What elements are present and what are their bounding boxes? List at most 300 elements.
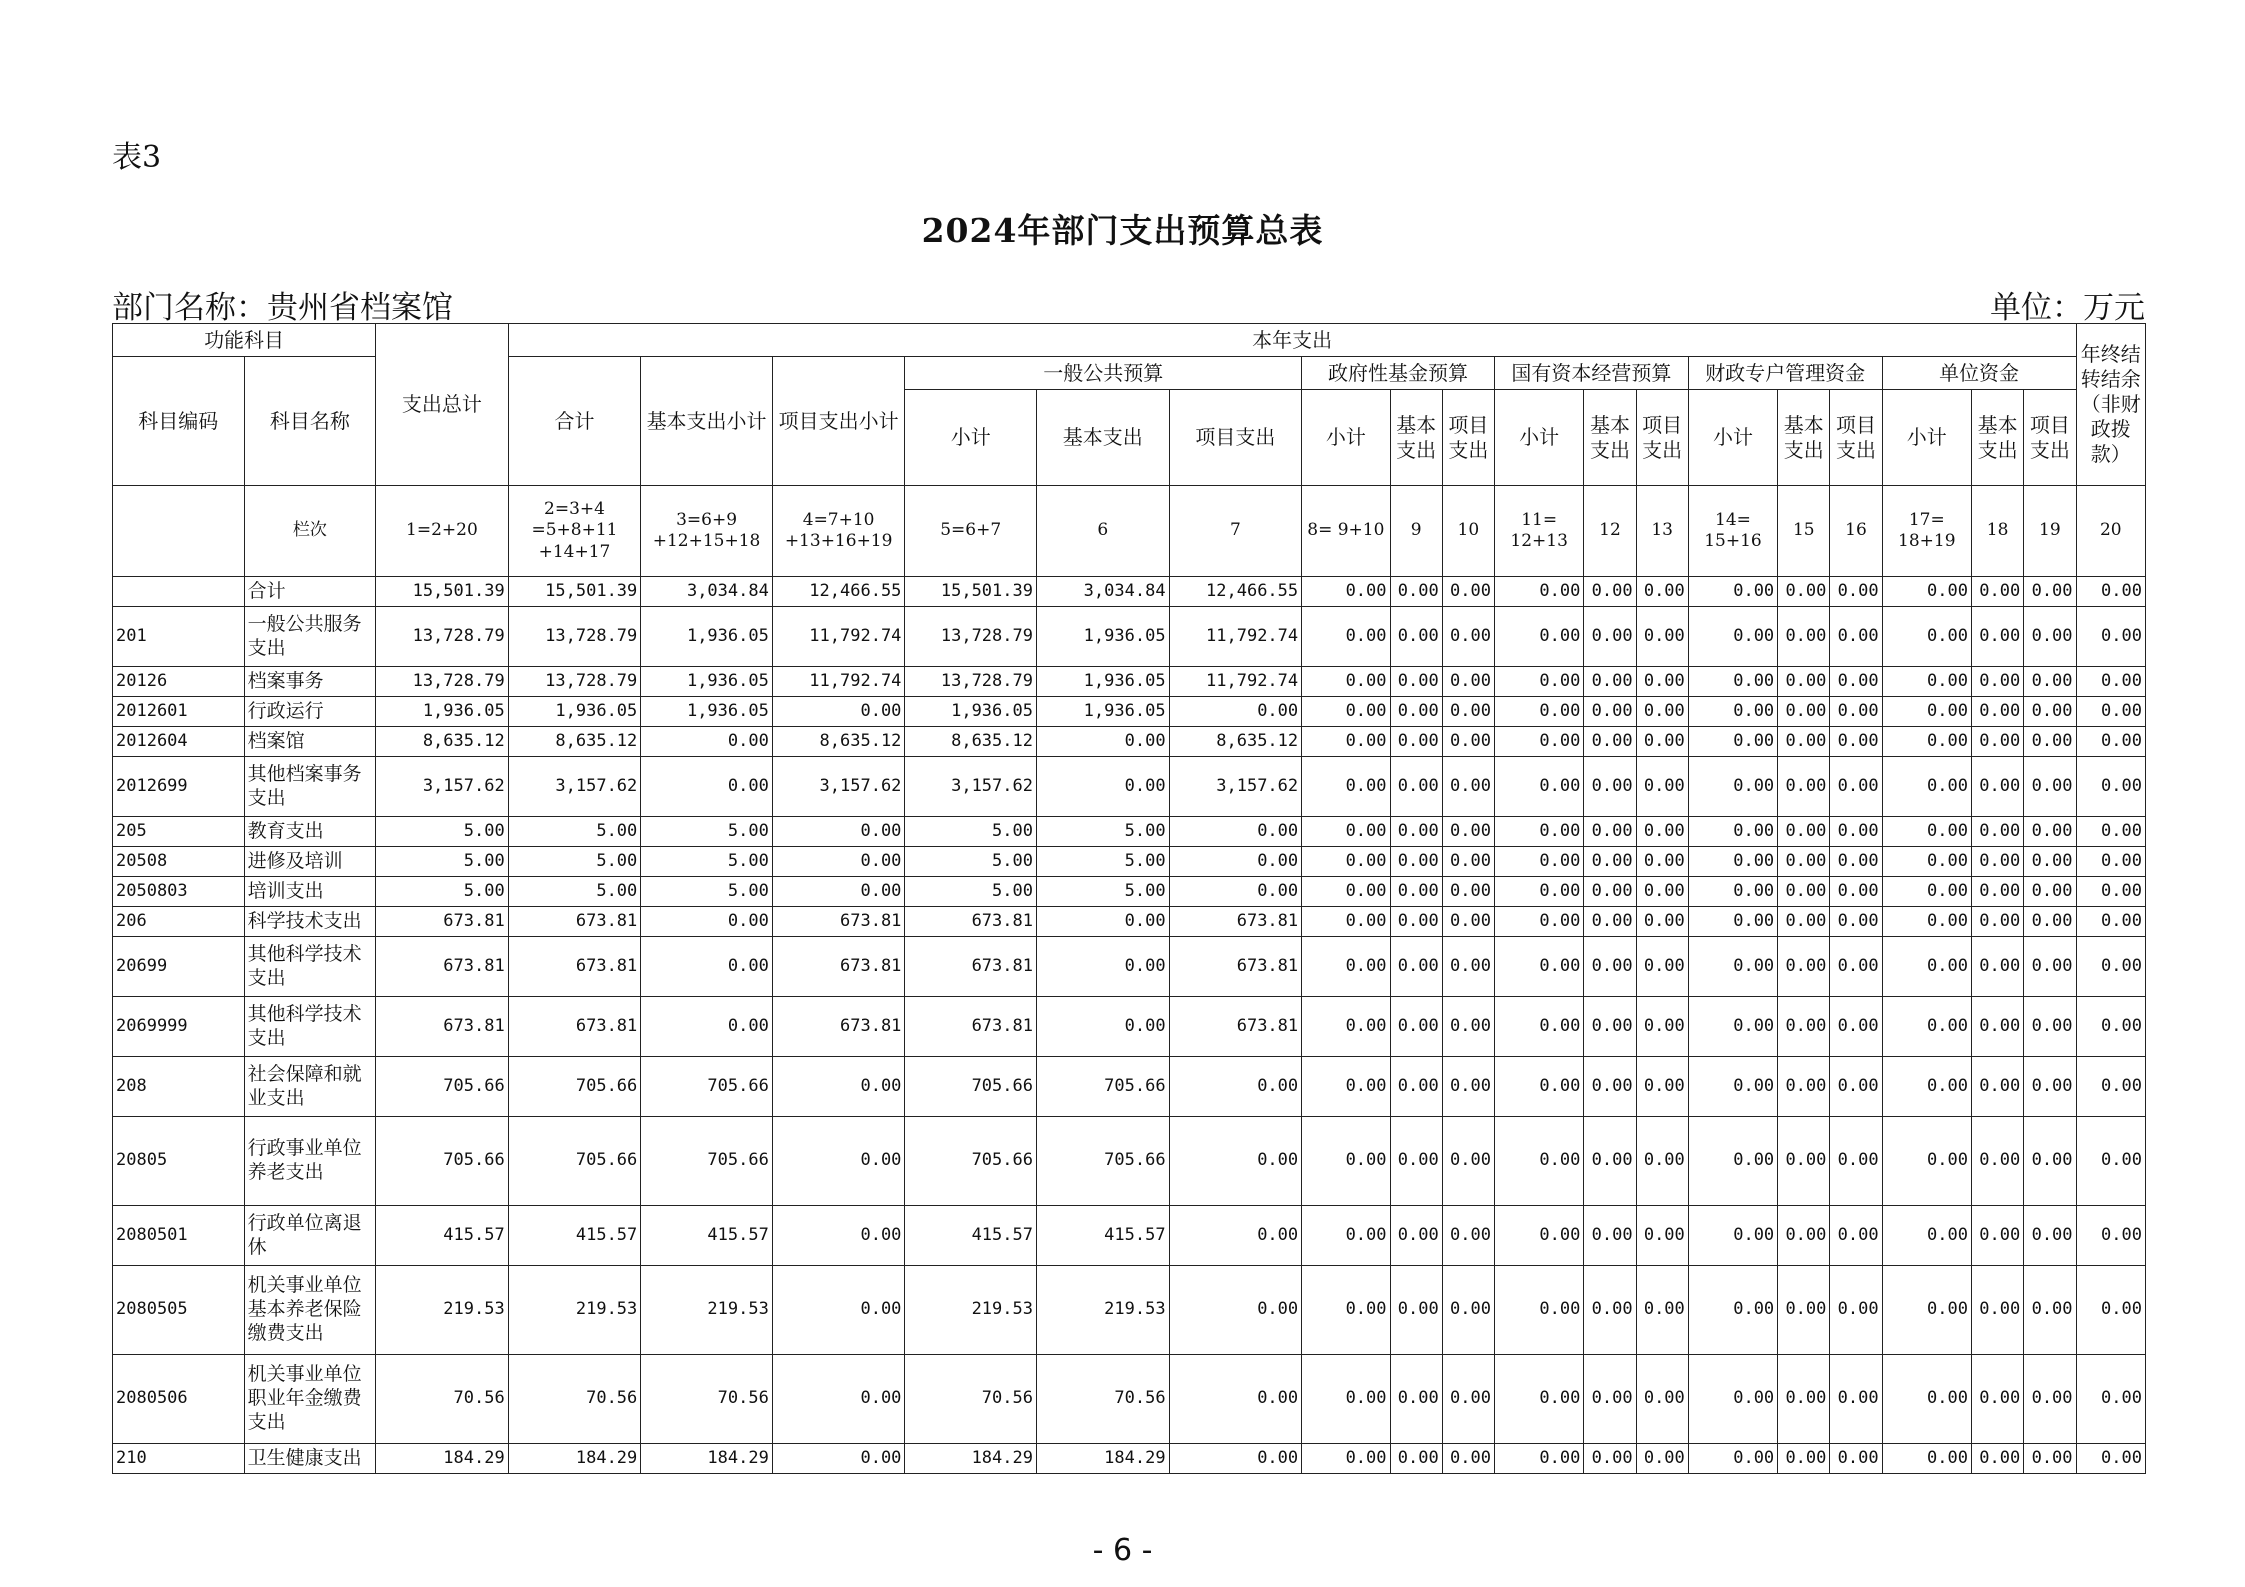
subject-name-cell: 合计 [244, 577, 376, 607]
amount-cell: 0.00 [1302, 1206, 1390, 1266]
budget-table [112, 323, 2146, 1474]
amount-cell: 0.00 [1036, 907, 1169, 937]
column-index: 15 [1778, 486, 1830, 577]
amount-cell: 673.81 [772, 907, 905, 937]
amount-cell: 0.00 [1778, 847, 1830, 877]
table-row [113, 1117, 2146, 1206]
column-index: 14= 15+16 [1688, 486, 1777, 577]
amount-cell: 0.00 [2076, 577, 2145, 607]
amount-cell: 0.00 [2024, 847, 2076, 877]
unit-label: 单位：万元 [1990, 290, 2145, 326]
subject-name-cell: 其他档案事务支出 [244, 757, 376, 817]
subject-name-cell: 教育支出 [244, 817, 376, 847]
amount-cell: 0.00 [1169, 1266, 1302, 1355]
amount-cell: 0.00 [1882, 727, 1971, 757]
amount-cell: 0.00 [1778, 877, 1830, 907]
amount-cell: 11,792.74 [1169, 667, 1302, 697]
amount-cell: 0.00 [1882, 1057, 1971, 1117]
amount-cell: 0.00 [1882, 1266, 1971, 1355]
subject-name-cell: 行政运行 [244, 697, 376, 727]
amount-cell: 0.00 [772, 697, 905, 727]
amount-cell: 0.00 [1636, 997, 1688, 1057]
amount-cell: 5.00 [508, 877, 641, 907]
amount-cell: 0.00 [1636, 1117, 1688, 1206]
amount-cell: 0.00 [1390, 937, 1442, 997]
amount-cell: 3,034.84 [641, 577, 773, 607]
amount-cell: 0.00 [1972, 1206, 2024, 1266]
table-row [113, 817, 2146, 847]
amount-cell: 8,635.12 [772, 727, 905, 757]
amount-cell: 673.81 [772, 937, 905, 997]
amount-cell: 0.00 [1494, 1444, 1583, 1474]
amount-cell: 0.00 [1169, 1444, 1302, 1474]
column-index: 19 [2024, 486, 2076, 577]
amount-cell: 0.00 [1778, 727, 1830, 757]
amount-cell: 0.00 [641, 907, 773, 937]
subject-name-cell: 其他科学技术支出 [244, 937, 376, 997]
amount-cell: 15,501.39 [905, 577, 1037, 607]
subject-code-cell: 210 [113, 1444, 245, 1474]
amount-cell: 0.00 [1688, 1117, 1777, 1206]
subject-code-cell: 20508 [113, 847, 245, 877]
amount-cell: 0.00 [1636, 1444, 1688, 1474]
amount-cell: 673.81 [376, 907, 509, 937]
amount-cell: 0.00 [1778, 1117, 1830, 1206]
amount-cell: 0.00 [1778, 577, 1830, 607]
amount-cell: 0.00 [1778, 1057, 1830, 1117]
amount-cell: 0.00 [2024, 937, 2076, 997]
amount-cell: 184.29 [905, 1444, 1037, 1474]
amount-cell: 0.00 [772, 1206, 905, 1266]
subject-name-cell: 行政单位离退休 [244, 1206, 376, 1266]
amount-cell: 0.00 [772, 847, 905, 877]
amount-cell: 0.00 [2024, 727, 2076, 757]
amount-cell: 0.00 [1442, 1355, 1494, 1444]
amount-cell: 705.66 [376, 1057, 509, 1117]
amount-cell: 673.81 [905, 997, 1037, 1057]
amount-cell: 5.00 [508, 847, 641, 877]
amount-cell: 0.00 [2024, 1355, 2076, 1444]
amount-cell: 0.00 [1972, 1057, 2024, 1117]
amount-cell: 0.00 [2076, 757, 2145, 817]
amount-cell: 0.00 [1688, 1266, 1777, 1355]
amount-cell: 0.00 [772, 877, 905, 907]
column-index: 12 [1584, 486, 1636, 577]
header-unit-subtotal: 小计 [1882, 390, 1971, 486]
amount-cell: 0.00 [1882, 667, 1971, 697]
amount-cell: 0.00 [1882, 1206, 1971, 1266]
amount-cell: 0.00 [1494, 607, 1583, 667]
subject-name-cell: 机关事业单位职业年金缴费支出 [244, 1355, 376, 1444]
amount-cell: 0.00 [1636, 1266, 1688, 1355]
amount-cell: 0.00 [1390, 1444, 1442, 1474]
amount-cell: 0.00 [1494, 667, 1583, 697]
amount-cell: 0.00 [1972, 1355, 2024, 1444]
header-general-subtotal: 小计 [905, 390, 1037, 486]
amount-cell: 1,936.05 [376, 697, 509, 727]
amount-cell: 0.00 [1830, 877, 1882, 907]
amount-cell: 0.00 [1390, 607, 1442, 667]
column-index: 10 [1442, 486, 1494, 577]
amount-cell: 0.00 [2024, 1444, 2076, 1474]
amount-cell: 0.00 [1442, 877, 1494, 907]
amount-cell: 0.00 [772, 1266, 905, 1355]
amount-cell: 11,792.74 [772, 667, 905, 697]
header-state-capital: 国有资本经营预算 [1494, 357, 1688, 390]
amount-cell: 0.00 [1494, 697, 1583, 727]
amount-cell: 5.00 [905, 847, 1037, 877]
amount-cell: 0.00 [1636, 607, 1688, 667]
amount-cell: 0.00 [1584, 847, 1636, 877]
subject-name-cell: 科学技术支出 [244, 907, 376, 937]
subject-code-cell: 208 [113, 1057, 245, 1117]
amount-cell: 0.00 [1390, 1117, 1442, 1206]
amount-cell: 0.00 [2024, 907, 2076, 937]
subject-name-cell: 档案事务 [244, 667, 376, 697]
amount-cell: 1,936.05 [641, 607, 773, 667]
amount-cell: 0.00 [1830, 1266, 1882, 1355]
amount-cell: 0.00 [1494, 1057, 1583, 1117]
amount-cell: 0.00 [1636, 907, 1688, 937]
amount-cell: 0.00 [1584, 1355, 1636, 1444]
amount-cell: 0.00 [1972, 997, 2024, 1057]
amount-cell: 0.00 [1584, 697, 1636, 727]
table-row [113, 877, 2146, 907]
amount-cell: 5.00 [905, 877, 1037, 907]
amount-cell: 0.00 [2076, 847, 2145, 877]
amount-cell: 705.66 [641, 1117, 773, 1206]
amount-cell: 0.00 [1442, 1206, 1494, 1266]
column-index: 4=7+10 +13+16+19 [772, 486, 905, 577]
header-special-project: 项目支出 [1830, 390, 1882, 486]
header-current-year: 本年支出 [508, 324, 2076, 357]
amount-cell: 5.00 [1036, 877, 1169, 907]
amount-cell: 0.00 [1302, 1266, 1390, 1355]
amount-cell: 0.00 [1636, 1057, 1688, 1117]
column-index: 9 [1390, 486, 1442, 577]
subject-name-cell: 行政事业单位养老支出 [244, 1117, 376, 1206]
amount-cell: 0.00 [1688, 1355, 1777, 1444]
amount-cell: 11,792.74 [772, 607, 905, 667]
amount-cell: 0.00 [1584, 727, 1636, 757]
amount-cell: 0.00 [1636, 727, 1688, 757]
amount-cell: 0.00 [1442, 1057, 1494, 1117]
amount-cell: 0.00 [1830, 577, 1882, 607]
header-unit-funds: 单位资金 [1882, 357, 2076, 390]
amount-cell: 0.00 [2076, 1266, 2145, 1355]
amount-cell: 0.00 [1636, 757, 1688, 817]
amount-cell: 0.00 [1882, 817, 1971, 847]
amount-cell: 0.00 [2076, 1355, 2145, 1444]
amount-cell: 1,936.05 [641, 667, 773, 697]
column-index: 11= 12+13 [1494, 486, 1583, 577]
amount-cell: 0.00 [1636, 667, 1688, 697]
amount-cell: 0.00 [1036, 757, 1169, 817]
amount-cell: 0.00 [1442, 817, 1494, 847]
column-index: 13 [1636, 486, 1688, 577]
amount-cell: 0.00 [1442, 997, 1494, 1057]
amount-cell: 3,157.62 [1169, 757, 1302, 817]
amount-cell: 70.56 [508, 1355, 641, 1444]
header-unit-basic: 基本支出 [1972, 390, 2024, 486]
amount-cell: 0.00 [2076, 1206, 2145, 1266]
amount-cell: 0.00 [1972, 667, 2024, 697]
amount-cell: 0.00 [1494, 757, 1583, 817]
amount-cell: 0.00 [1688, 997, 1777, 1057]
amount-cell: 0.00 [2024, 757, 2076, 817]
header-func-subject: 功能科目 [113, 324, 376, 357]
amount-cell: 0.00 [1688, 1444, 1777, 1474]
amount-cell: 0.00 [1972, 697, 2024, 727]
amount-cell: 184.29 [1036, 1444, 1169, 1474]
amount-cell: 0.00 [1636, 937, 1688, 997]
column-index-row [113, 486, 2146, 577]
amount-cell: 0.00 [1688, 817, 1777, 847]
amount-cell: 0.00 [1688, 937, 1777, 997]
column-index: 17= 18+19 [1882, 486, 1971, 577]
amount-cell: 0.00 [1584, 877, 1636, 907]
amount-cell: 0.00 [1882, 877, 1971, 907]
amount-cell: 673.81 [508, 997, 641, 1057]
amount-cell: 0.00 [1302, 607, 1390, 667]
header-total: 支出总计 [376, 324, 509, 486]
amount-cell: 0.00 [1390, 577, 1442, 607]
amount-cell: 0.00 [1036, 937, 1169, 997]
header-subject-name: 科目名称 [244, 357, 376, 486]
amount-cell: 0.00 [2076, 877, 2145, 907]
amount-cell: 1,936.05 [1036, 607, 1169, 667]
amount-cell: 70.56 [641, 1355, 773, 1444]
amount-cell: 0.00 [1778, 997, 1830, 1057]
amount-cell: 0.00 [1830, 667, 1882, 697]
amount-cell: 0.00 [1302, 877, 1390, 907]
amount-cell: 0.00 [1390, 1266, 1442, 1355]
amount-cell: 0.00 [1302, 817, 1390, 847]
amount-cell: 0.00 [1882, 1117, 1971, 1206]
amount-cell: 13,728.79 [376, 607, 509, 667]
subject-code-cell: 205 [113, 817, 245, 847]
amount-cell: 705.66 [508, 1057, 641, 1117]
amount-cell: 0.00 [2076, 727, 2145, 757]
header-state-basic: 基本支出 [1584, 390, 1636, 486]
amount-cell: 0.00 [1972, 1117, 2024, 1206]
subject-code-cell: 2080501 [113, 1206, 245, 1266]
amount-cell: 0.00 [1830, 1117, 1882, 1206]
amount-cell: 5.00 [1036, 847, 1169, 877]
amount-cell: 0.00 [1882, 937, 1971, 997]
amount-cell: 0.00 [1778, 1444, 1830, 1474]
amount-cell: 0.00 [1494, 1117, 1583, 1206]
header-general-basic: 基本支出 [1036, 390, 1169, 486]
subject-code-cell: 2012601 [113, 697, 245, 727]
amount-cell: 0.00 [1972, 907, 2024, 937]
header-state-subtotal: 小计 [1494, 390, 1583, 486]
amount-cell: 219.53 [376, 1266, 509, 1355]
amount-cell: 0.00 [1494, 847, 1583, 877]
amount-cell: 0.00 [2076, 1444, 2145, 1474]
header-state-project: 项目支出 [1636, 390, 1688, 486]
amount-cell: 219.53 [508, 1266, 641, 1355]
amount-cell: 0.00 [1830, 1355, 1882, 1444]
amount-cell: 0.00 [1636, 817, 1688, 847]
amount-cell: 0.00 [1882, 907, 1971, 937]
subject-name-cell: 社会保障和就业支出 [244, 1057, 376, 1117]
amount-cell: 0.00 [1882, 697, 1971, 727]
amount-cell: 0.00 [1302, 697, 1390, 727]
amount-cell: 0.00 [1636, 1355, 1688, 1444]
amount-cell: 0.00 [1442, 907, 1494, 937]
header-special-basic: 基本支出 [1778, 390, 1830, 486]
amount-cell: 0.00 [1830, 817, 1882, 847]
header-carryover: 年终结转结余（非财政拨款） [2076, 324, 2145, 486]
amount-cell: 0.00 [1688, 697, 1777, 727]
amount-cell: 0.00 [1390, 817, 1442, 847]
amount-cell: 415.57 [1036, 1206, 1169, 1266]
amount-cell: 0.00 [1584, 937, 1636, 997]
amount-cell: 0.00 [772, 1444, 905, 1474]
amount-cell: 0.00 [1442, 607, 1494, 667]
amount-cell: 3,157.62 [772, 757, 905, 817]
amount-cell: 0.00 [2076, 607, 2145, 667]
amount-cell: 219.53 [641, 1266, 773, 1355]
amount-cell: 673.81 [508, 937, 641, 997]
table-row [113, 1444, 2146, 1474]
amount-cell: 0.00 [1830, 607, 1882, 667]
amount-cell: 219.53 [905, 1266, 1037, 1355]
amount-cell: 0.00 [1972, 1266, 2024, 1355]
amount-cell: 415.57 [905, 1206, 1037, 1266]
amount-cell: 673.81 [508, 907, 641, 937]
amount-cell: 0.00 [2024, 1206, 2076, 1266]
amount-cell: 0.00 [2076, 907, 2145, 937]
amount-cell: 0.00 [1584, 1206, 1636, 1266]
amount-cell: 0.00 [1830, 1206, 1882, 1266]
subject-name-cell: 档案馆 [244, 727, 376, 757]
amount-cell: 705.66 [508, 1117, 641, 1206]
amount-cell: 0.00 [2076, 817, 2145, 847]
amount-cell: 0.00 [1778, 1266, 1830, 1355]
amount-cell: 0.00 [2024, 877, 2076, 907]
amount-cell: 0.00 [1584, 1117, 1636, 1206]
amount-cell: 0.00 [2024, 1266, 2076, 1355]
amount-cell: 0.00 [1882, 847, 1971, 877]
amount-cell: 0.00 [1830, 997, 1882, 1057]
amount-cell: 1,936.05 [1036, 667, 1169, 697]
amount-cell: 0.00 [1169, 847, 1302, 877]
amount-cell: 705.66 [905, 1057, 1037, 1117]
table-row [113, 667, 2146, 697]
amount-cell: 0.00 [1830, 727, 1882, 757]
amount-cell: 0.00 [1972, 817, 2024, 847]
amount-cell: 0.00 [641, 727, 773, 757]
amount-cell: 0.00 [2024, 577, 2076, 607]
amount-cell: 0.00 [1169, 817, 1302, 847]
header-general-budget: 一般公共预算 [905, 357, 1302, 390]
amount-cell: 184.29 [641, 1444, 773, 1474]
amount-cell: 415.57 [641, 1206, 773, 1266]
amount-cell: 0.00 [1584, 817, 1636, 847]
amount-cell: 0.00 [1972, 937, 2024, 997]
header-gov-basic: 基本支出 [1390, 390, 1442, 486]
amount-cell: 0.00 [1442, 757, 1494, 817]
column-index: 3=6+9 +12+15+18 [641, 486, 773, 577]
amount-cell: 70.56 [1036, 1355, 1169, 1444]
amount-cell: 0.00 [1688, 757, 1777, 817]
subject-name-cell: 其他科学技术支出 [244, 997, 376, 1057]
amount-cell: 5.00 [905, 817, 1037, 847]
header-gov-project: 项目支出 [1442, 390, 1494, 486]
amount-cell: 0.00 [1442, 667, 1494, 697]
subject-name-cell: 培训支出 [244, 877, 376, 907]
amount-cell: 184.29 [376, 1444, 509, 1474]
amount-cell: 0.00 [1169, 1117, 1302, 1206]
amount-cell: 0.00 [2024, 1117, 2076, 1206]
amount-cell: 5.00 [508, 817, 641, 847]
amount-cell: 0.00 [1302, 937, 1390, 997]
table-header [113, 324, 2146, 577]
amount-cell: 0.00 [1442, 727, 1494, 757]
index-blank [113, 486, 245, 577]
amount-cell: 0.00 [1390, 1355, 1442, 1444]
header-gov-subtotal: 小计 [1302, 390, 1390, 486]
page-number: - 6 - [1092, 1533, 1153, 1568]
subject-code-cell: 20805 [113, 1117, 245, 1206]
amount-cell: 0.00 [1778, 817, 1830, 847]
header-sum: 合计 [508, 357, 641, 486]
amount-cell: 12,466.55 [772, 577, 905, 607]
header-special-account: 财政专户管理资金 [1688, 357, 1882, 390]
amount-cell: 0.00 [1584, 667, 1636, 697]
amount-cell: 5.00 [641, 817, 773, 847]
amount-cell: 0.00 [1302, 1444, 1390, 1474]
amount-cell: 0.00 [1494, 1266, 1583, 1355]
amount-cell: 0.00 [1830, 937, 1882, 997]
amount-cell: 0.00 [1390, 907, 1442, 937]
subject-name-cell: 一般公共服务支出 [244, 607, 376, 667]
amount-cell: 0.00 [1390, 697, 1442, 727]
amount-cell: 705.66 [1036, 1057, 1169, 1117]
amount-cell: 0.00 [2076, 1117, 2145, 1206]
subject-name-cell: 机关事业单位基本养老保险缴费支出 [244, 1266, 376, 1355]
header-subject-code: 科目编码 [113, 357, 245, 486]
amount-cell: 0.00 [1778, 667, 1830, 697]
amount-cell: 5.00 [641, 847, 773, 877]
amount-cell: 13,728.79 [905, 607, 1037, 667]
page-title: 2024年部门支出预算总表 [921, 211, 1324, 250]
amount-cell: 8,635.12 [905, 727, 1037, 757]
amount-cell: 0.00 [1778, 697, 1830, 727]
amount-cell: 0.00 [1036, 727, 1169, 757]
amount-cell: 0.00 [1636, 877, 1688, 907]
amount-cell: 0.00 [1830, 847, 1882, 877]
amount-cell: 0.00 [2024, 667, 2076, 697]
amount-cell: 0.00 [2076, 937, 2145, 997]
amount-cell: 0.00 [1302, 1117, 1390, 1206]
table-row [113, 1206, 2146, 1266]
table-body [113, 577, 2146, 1474]
table-row [113, 1266, 2146, 1355]
amount-cell: 5.00 [376, 877, 509, 907]
amount-cell: 0.00 [1390, 1206, 1442, 1266]
subject-code-cell: 2069999 [113, 997, 245, 1057]
amount-cell: 0.00 [1169, 1206, 1302, 1266]
amount-cell: 3,034.84 [1036, 577, 1169, 607]
amount-cell: 8,635.12 [1169, 727, 1302, 757]
amount-cell: 0.00 [1882, 607, 1971, 667]
amount-cell: 0.00 [1584, 577, 1636, 607]
amount-cell: 0.00 [1882, 997, 1971, 1057]
amount-cell: 8,635.12 [376, 727, 509, 757]
